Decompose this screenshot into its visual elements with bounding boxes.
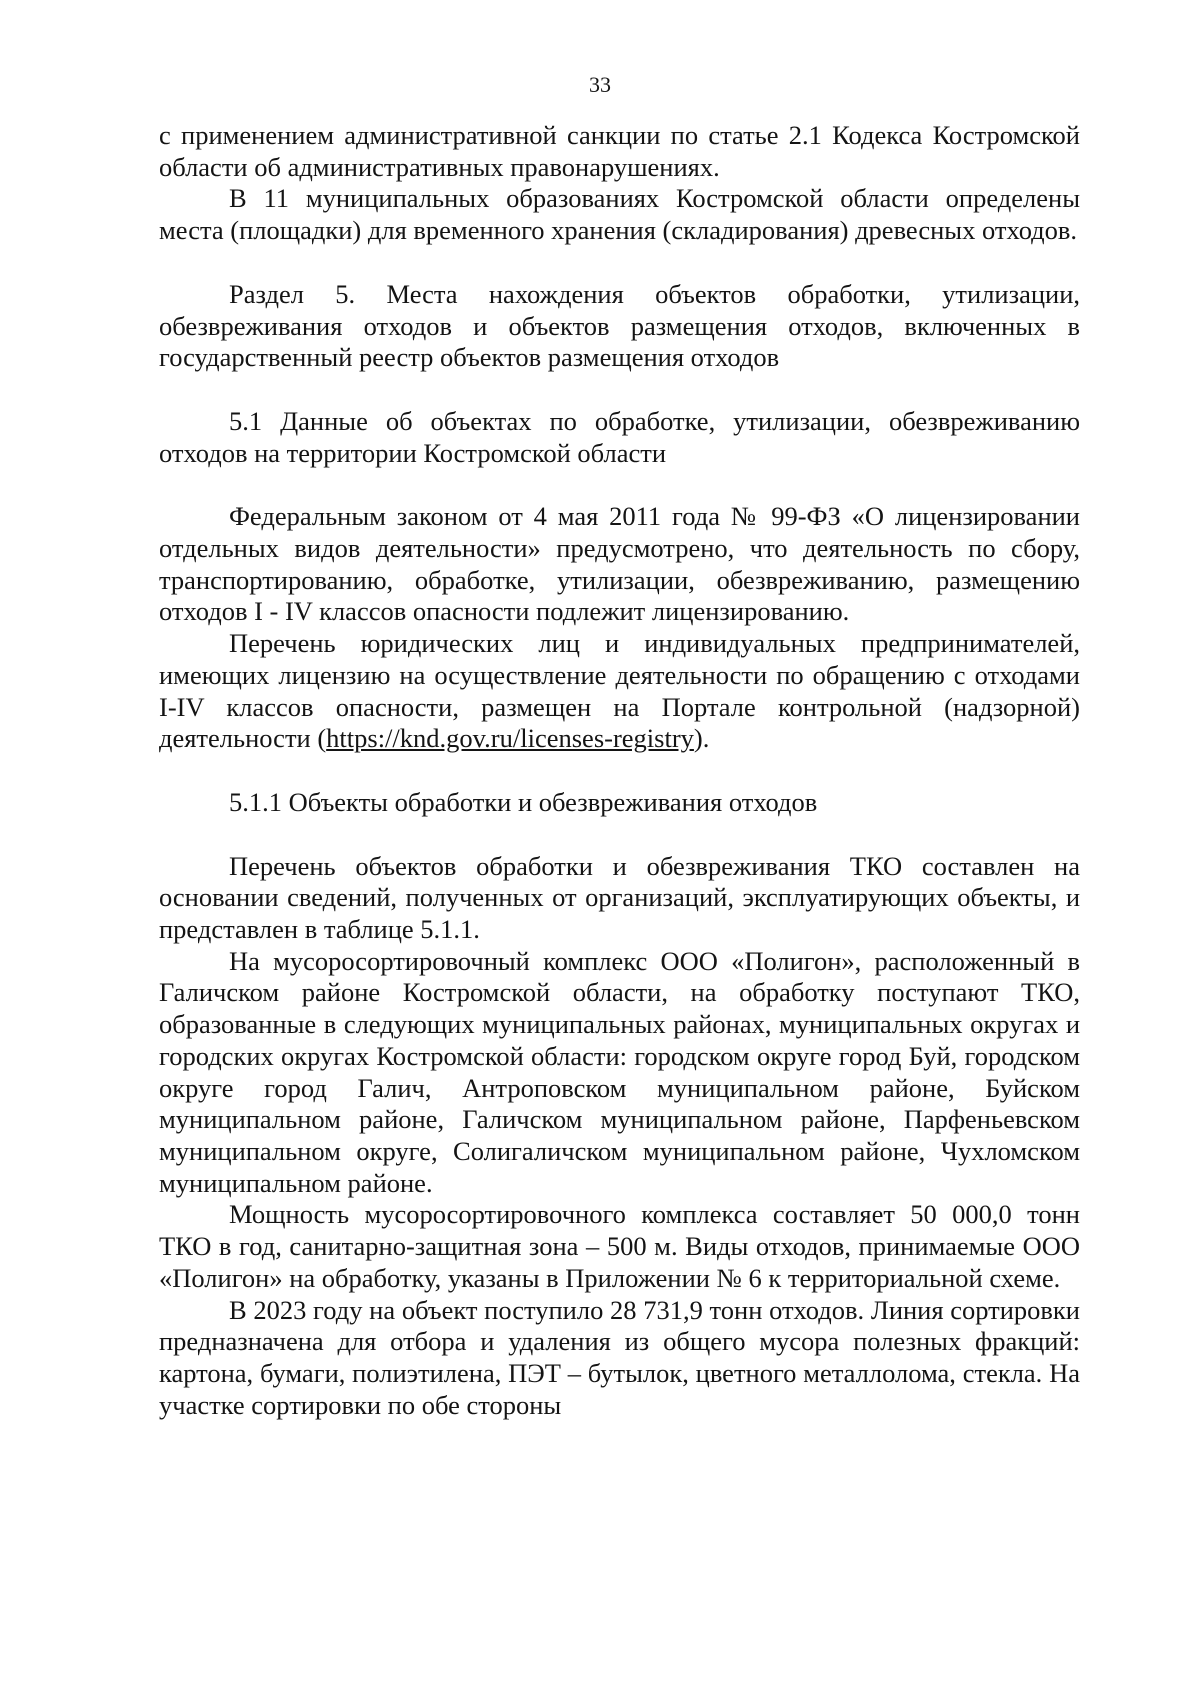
paragraph-sorting-complex: На мусоросортировочный комплекс ООО «Полигон», расположенный в Галичском районе Костромской области, на обработку поступают ТКО, образованные в следующих муниципальных районах, муниципальных округах и городских округах Костромской области: городском округе город Буй, городском округе город Галич, Антроповском муниципальном районе, Буйском муниципальном районе, Галичском муниципальном районе, Парфеньевском муниципальном округе, Солигаличском муниципальном районе, Чухломском муниципальном районе. xyxy=(159,945,1080,1198)
license-registry-link[interactable]: https://knd.gov.ru/licenses-registry xyxy=(326,723,694,754)
page-number: 33 xyxy=(589,72,611,97)
subsection-5-1-heading: 5.1 Данные об объектах по обработке, утилизации, обезвреживанию отходов на территории Костромской области xyxy=(159,405,1080,468)
subsection-5-1-1-heading: 5.1.1 Объекты обработки и обезвреживания отходов xyxy=(229,786,818,817)
paragraph-license-registry xyxy=(159,628,1080,755)
paragraph-federal-law: Федеральным законом от 4 мая 2011 года № 99-ФЗ «О лицензировании отдельных видов деятельности» предусмотрено, что деятельность по сбору, транспортированию, обработке, утилизации, обезвреживанию, размещению отходов I - IV классов опасности подлежит лицензированию. xyxy=(159,501,1080,627)
spacer xyxy=(159,247,1080,279)
paragraph-objects-list: Перечень объектов обработки и обезвреживания ТКО составлен на основании сведений, полученных от организаций, эксплуатирующих объекты, и представлен в таблице 5.1.1. xyxy=(159,850,1080,945)
section-5-heading: Раздел 5. Места нахождения объектов обработки, утилизации, обезвреживания отходов и объектов размещения отходов, включенных в государственный реестр объектов размещения отходов xyxy=(159,278,1080,373)
spacer xyxy=(159,374,1080,406)
paragraph-capacity: Мощность мусоросортировочного комплекса составляет 50 000,0 тонн ТКО в год, санитарно-защитная зона – 500 м. Виды отходов, принимаемые ООО «Полигон» на обработку, указаны в Приложении № 6 к территориальной схеме. xyxy=(159,1199,1080,1293)
spacer xyxy=(159,819,1080,851)
spacer xyxy=(159,469,1080,501)
paragraph-continuation: с применением административной санкции по статье 2.1 Кодекса Костромской области об административных правонарушениях. xyxy=(159,120,1080,182)
document-body xyxy=(159,120,1080,1421)
license-text-before: Перечень юридических лиц и индивидуальных предпринимателей, имеющих лицензию на осуществление деятельности по обращению с отходами I-IV классов опасности, размещен на Портале контрольной (надзорной) деятельности ( xyxy=(159,628,1080,754)
spacer xyxy=(159,755,1080,787)
license-text-after: ). xyxy=(693,723,710,754)
paragraph-wood-waste-sites: В 11 муниципальных образованиях Костромской области определены места (площадки) для временного хранения (складирования) древесных отходов. xyxy=(159,183,1080,246)
paragraph-2023-intake: В 2023 году на объект поступило 28 731,9 тонн отходов. Линия сортировки предназначена для отбора и удаления из общего мусора полезных фракций: картона, бумаги, полиэтилена, ПЭТ – бутылок, цветного металлолома, стекла. На участке сортировки по обе стороны xyxy=(159,1294,1080,1420)
